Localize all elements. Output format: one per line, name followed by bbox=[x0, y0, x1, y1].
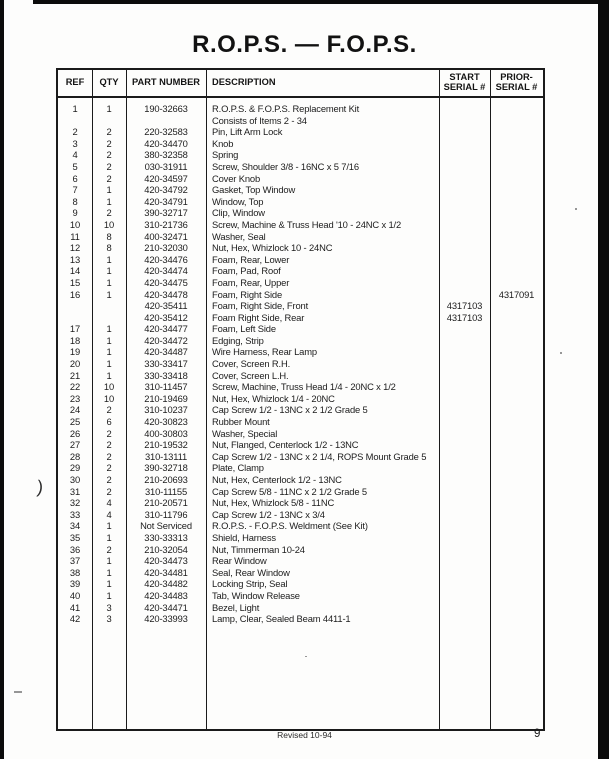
row-25-cell-desc: Nut, Hex, Whizlock 1/4 - 20NC bbox=[212, 392, 335, 404]
row-24-cell-ref: 22 bbox=[69, 381, 81, 393]
row-16-cell-start bbox=[439, 289, 490, 301]
row-8-cell-start bbox=[439, 196, 490, 208]
row-25-cell-prior bbox=[490, 393, 543, 405]
row-41-cell-desc: Locking Strip, Seal bbox=[212, 578, 288, 590]
row-1-cell-desc: Consists of Items 2 - 34 bbox=[212, 114, 307, 126]
row-7-cell-ref: 7 bbox=[72, 184, 78, 196]
row-9-cell-start bbox=[439, 207, 490, 219]
row-15-cell-prior bbox=[490, 277, 543, 289]
row-14-cell-start bbox=[439, 265, 490, 277]
row-1-cell-start bbox=[439, 115, 490, 127]
row-1-cell-ref bbox=[58, 115, 92, 127]
row-27-cell-ref: 25 bbox=[69, 416, 81, 428]
row-15-cell-part: 420-34475 bbox=[144, 276, 188, 288]
row-26-cell-qty: 2 bbox=[106, 404, 112, 416]
row-30-cell-part: 310-13111 bbox=[144, 450, 188, 462]
row-9-cell-prior bbox=[490, 207, 543, 219]
row-29-cell-qty: 2 bbox=[106, 439, 112, 451]
row-7-cell-start bbox=[439, 184, 490, 196]
row-28-cell-start bbox=[439, 428, 490, 440]
row-20-cell-start bbox=[439, 335, 490, 347]
row-21-cell-desc: Wire Harness, Rear Lamp bbox=[212, 346, 317, 358]
row-32-cell-start bbox=[439, 474, 490, 486]
row-34-cell-desc: Nut, Hex, Whizlock 5/8 - 11NC bbox=[212, 497, 335, 509]
row-2-cell-part: 220-32583 bbox=[144, 126, 188, 138]
table-header-row bbox=[58, 70, 543, 98]
scan-speck bbox=[560, 352, 562, 354]
row-2-cell-desc: Pin, Lift Arm Lock bbox=[212, 126, 283, 138]
row-12-cell-ref: 12 bbox=[69, 242, 81, 254]
row-13-cell-desc: Foam, Rear, Lower bbox=[212, 253, 290, 265]
row-38-cell-desc: Nut, Timmerman 10-24 bbox=[212, 543, 305, 555]
row-33-cell-prior bbox=[490, 486, 543, 498]
row-35-cell-qty: 4 bbox=[106, 508, 112, 520]
row-40-cell-ref: 38 bbox=[69, 566, 81, 578]
row-4-cell-start bbox=[439, 149, 490, 161]
row-9-cell-ref: 9 bbox=[72, 207, 78, 219]
row-4-cell-prior bbox=[490, 149, 543, 161]
row-0-cell-ref: 1 bbox=[72, 103, 78, 114]
row-19-cell-ref: 17 bbox=[69, 323, 81, 335]
row-11-cell-part: 400-32471 bbox=[144, 230, 188, 242]
row-29-cell-prior bbox=[490, 439, 543, 451]
row-3-cell-desc: Knob bbox=[212, 137, 234, 149]
row-23-cell-prior bbox=[490, 370, 543, 382]
row-19-cell-start bbox=[439, 323, 490, 335]
row-34-cell-part: 210-20571 bbox=[144, 497, 188, 509]
row-32-cell-part: 210-20693 bbox=[144, 474, 188, 485]
row-15-cell-desc: Foam, Rear, Upper bbox=[212, 276, 290, 288]
row-38-cell-start bbox=[439, 544, 490, 556]
row-41-cell-prior bbox=[490, 578, 543, 590]
row-29-cell-start bbox=[439, 439, 490, 451]
scan-edge-top-bar bbox=[33, 0, 609, 4]
row-28-cell-ref: 26 bbox=[69, 427, 81, 439]
row-37-cell-prior bbox=[490, 532, 543, 544]
row-43-cell-ref: 41 bbox=[69, 601, 81, 613]
row-3-cell-part: 420-34470 bbox=[144, 137, 188, 149]
row-43-cell-qty: 3 bbox=[106, 601, 112, 613]
row-12-cell-prior bbox=[490, 242, 543, 254]
row-20-cell-ref: 18 bbox=[69, 334, 81, 346]
row-0-cell-prior bbox=[490, 103, 543, 115]
row-24-cell-part: 310-11457 bbox=[144, 381, 188, 393]
row-12-cell-part: 210-32030 bbox=[144, 242, 188, 254]
row-42-cell-qty: 1 bbox=[106, 589, 112, 601]
row-10-cell-start bbox=[439, 219, 490, 231]
row-17-cell-prior bbox=[490, 300, 543, 312]
row-6-cell-part: 420-34597 bbox=[144, 172, 188, 184]
row-11-cell-prior bbox=[490, 231, 543, 243]
row-15-cell-start bbox=[439, 277, 490, 289]
row-36-cell-ref: 34 bbox=[69, 520, 81, 532]
row-16-cell-part: 420-34478 bbox=[144, 288, 188, 300]
row-3-cell-ref: 3 bbox=[72, 137, 78, 149]
column-header-qty: QTY bbox=[99, 77, 119, 88]
row-27-cell-desc: Rubber Mount bbox=[212, 416, 270, 428]
row-4-cell-desc: Spring bbox=[212, 149, 239, 161]
row-18-cell-qty bbox=[92, 312, 126, 324]
row-22-cell-prior bbox=[490, 358, 543, 370]
row-37-cell-desc: Shield, Harness bbox=[212, 531, 276, 543]
row-3-cell-qty: 2 bbox=[106, 137, 112, 149]
row-4-cell-part: 380-32358 bbox=[144, 149, 188, 161]
row-14-cell-ref: 14 bbox=[69, 265, 81, 277]
row-35-cell-ref: 33 bbox=[69, 508, 81, 520]
row-26-cell-desc: Cap Screw 1/2 - 13NC x 2 1/2 Grade 5 bbox=[212, 404, 368, 416]
row-29-cell-part: 210-19532 bbox=[144, 439, 188, 451]
row-31-cell-desc: Plate, Clamp bbox=[212, 462, 264, 474]
row-0-cell-qty: 1 bbox=[106, 103, 112, 114]
revision-note: Revised 10-94 bbox=[277, 730, 332, 740]
row-28-cell-prior bbox=[490, 428, 543, 440]
row-4-cell-ref: 4 bbox=[72, 149, 78, 161]
row-23-cell-part: 330-33418 bbox=[144, 369, 188, 381]
row-9-cell-qty: 2 bbox=[106, 207, 112, 219]
row-17-cell-start: 4317103 bbox=[446, 300, 483, 312]
row-18-cell-start: 4317103 bbox=[446, 311, 483, 323]
row-26-cell-prior bbox=[490, 404, 543, 416]
row-10-cell-desc: Screw, Machine & Truss Head '10 - 24NC x 1/2 bbox=[212, 218, 402, 230]
row-28-cell-desc: Washer, Special bbox=[212, 427, 278, 439]
row-38-cell-qty: 2 bbox=[106, 543, 112, 555]
row-42-cell-part: 420-34483 bbox=[144, 589, 188, 601]
row-8-cell-desc: Window, Top bbox=[212, 195, 264, 207]
row-39-cell-prior bbox=[490, 555, 543, 567]
row-13-cell-part: 420-34476 bbox=[144, 253, 188, 265]
row-11-cell-ref: 11 bbox=[70, 230, 80, 242]
row-0-cell-start bbox=[439, 103, 490, 115]
row-21-cell-prior bbox=[490, 346, 543, 358]
column-header-desc: DESCRIPTION bbox=[212, 77, 276, 88]
row-42-cell-ref: 40 bbox=[69, 589, 81, 601]
row-9-cell-part: 390-32717 bbox=[144, 207, 188, 219]
row-27-cell-part: 420-30823 bbox=[144, 416, 188, 428]
page-title: R.O.P.S. — F.O.P.S. bbox=[192, 31, 417, 58]
row-16-cell-qty: 1 bbox=[106, 288, 112, 300]
row-7-cell-part: 420-34792 bbox=[144, 184, 188, 196]
row-4-cell-qty: 2 bbox=[106, 149, 112, 161]
row-26-cell-ref: 24 bbox=[69, 404, 81, 416]
row-39-cell-qty: 1 bbox=[106, 555, 112, 567]
row-40-cell-part: 420-34481 bbox=[144, 566, 188, 578]
scan-edge-left-bar bbox=[0, 0, 4, 759]
scan-artifact-glyph: ) bbox=[36, 476, 45, 498]
row-38-cell-ref: 36 bbox=[69, 543, 81, 555]
row-30-cell-ref: 28 bbox=[69, 450, 81, 462]
row-12-cell-qty: 8 bbox=[106, 242, 112, 254]
row-43-cell-desc: Bezel, Light bbox=[212, 601, 260, 613]
row-42-cell-start bbox=[439, 590, 490, 602]
row-31-cell-start bbox=[439, 462, 490, 474]
row-1-cell-qty bbox=[92, 115, 126, 127]
row-28-cell-qty: 2 bbox=[106, 427, 112, 439]
row-13-cell-start bbox=[439, 254, 490, 266]
row-40-cell-prior bbox=[490, 567, 543, 579]
row-36-cell-desc: R.O.P.S. - F.O.P.S. Weldment (See Kit) bbox=[212, 520, 368, 532]
row-36-cell-part: Not Serviced bbox=[140, 520, 192, 532]
row-3-cell-start bbox=[439, 138, 490, 150]
row-30-cell-prior bbox=[490, 451, 543, 463]
row-8-cell-part: 420-34791 bbox=[144, 195, 188, 207]
row-11-cell-start bbox=[439, 231, 490, 243]
row-6-cell-start bbox=[439, 173, 490, 185]
row-19-cell-desc: Foam, Left Side bbox=[212, 323, 276, 335]
row-17-cell-ref bbox=[58, 300, 92, 312]
row-38-cell-prior bbox=[490, 544, 543, 556]
row-25-cell-ref: 23 bbox=[69, 392, 81, 404]
row-44-cell-part: 420-33993 bbox=[144, 613, 188, 625]
row-0-cell-part: 190-32663 bbox=[144, 103, 188, 114]
row-25-cell-qty: 10 bbox=[103, 392, 115, 404]
row-20-cell-prior bbox=[490, 335, 543, 347]
row-32-cell-prior bbox=[490, 474, 543, 486]
row-33-cell-qty: 2 bbox=[106, 485, 112, 497]
row-43-cell-start bbox=[439, 602, 490, 614]
row-20-cell-part: 420-34472 bbox=[144, 334, 188, 346]
row-34-cell-prior bbox=[490, 497, 543, 509]
row-21-cell-ref: 19 bbox=[69, 346, 81, 358]
row-31-cell-part: 390-32718 bbox=[144, 462, 188, 474]
row-42-cell-prior bbox=[490, 590, 543, 602]
row-13-cell-prior bbox=[490, 254, 543, 266]
row-27-cell-start bbox=[439, 416, 490, 428]
row-22-cell-ref: 20 bbox=[69, 358, 81, 370]
row-3-cell-prior bbox=[490, 138, 543, 150]
row-19-cell-part: 420-34477 bbox=[144, 323, 188, 335]
row-31-cell-qty: 2 bbox=[106, 462, 112, 474]
row-41-cell-qty: 1 bbox=[106, 578, 112, 590]
row-40-cell-qty: 1 bbox=[106, 566, 112, 578]
row-42-cell-desc: Tab, Window Release bbox=[212, 589, 300, 601]
row-35-cell-prior bbox=[490, 509, 543, 521]
row-8-cell-prior bbox=[490, 196, 543, 208]
row-29-cell-ref: 27 bbox=[69, 439, 81, 451]
row-16-cell-desc: Foam, Right Side bbox=[212, 288, 283, 300]
row-43-cell-prior bbox=[490, 602, 543, 614]
row-25-cell-start bbox=[439, 393, 490, 405]
column-header-part: PART NUMBER bbox=[131, 77, 200, 88]
column-header-ref: REF bbox=[65, 77, 85, 88]
row-13-cell-ref: 13 bbox=[69, 253, 81, 265]
row-36-cell-prior bbox=[490, 520, 543, 532]
scan-edge-right-bar bbox=[598, 0, 609, 759]
row-37-cell-part: 330-33313 bbox=[144, 531, 188, 543]
row-23-cell-qty: 1 bbox=[106, 369, 112, 381]
row-41-cell-start bbox=[439, 578, 490, 590]
row-13-cell-qty: 1 bbox=[106, 253, 112, 265]
row-12-cell-start bbox=[439, 242, 490, 254]
row-0-cell-desc: R.O.P.S. & F.O.P.S. Replacement Kit bbox=[212, 103, 360, 114]
row-27-cell-prior bbox=[490, 416, 543, 428]
row-31-cell-ref: 29 bbox=[69, 462, 81, 474]
row-26-cell-part: 310-10237 bbox=[144, 404, 188, 416]
row-6-cell-desc: Cover Knob bbox=[212, 172, 261, 184]
row-6-cell-ref: 6 bbox=[72, 172, 78, 184]
row-2-cell-start bbox=[439, 126, 490, 138]
row-28-cell-part: 400-30803 bbox=[144, 427, 188, 439]
row-25-cell-part: 210-19469 bbox=[144, 392, 188, 404]
column-header-start: START SERIAL # bbox=[443, 72, 486, 92]
row-10-cell-prior bbox=[490, 219, 543, 231]
row-15-cell-ref: 15 bbox=[69, 276, 81, 288]
scan-speck bbox=[575, 208, 577, 210]
row-33-cell-ref: 31 bbox=[69, 485, 81, 497]
row-15-cell-qty: 1 bbox=[106, 276, 112, 288]
row-23-cell-ref: 21 bbox=[69, 369, 81, 381]
row-39-cell-part: 420-34473 bbox=[144, 555, 188, 567]
row-37-cell-start bbox=[439, 532, 490, 544]
row-19-cell-qty: 1 bbox=[106, 323, 112, 335]
row-12-cell-desc: Nut, Hex, Whizlock 10 - 24NC bbox=[212, 242, 333, 254]
row-30-cell-desc: Cap Screw 1/2 - 13NC x 2 1/4, ROPS Mount Grade 5 bbox=[212, 450, 427, 462]
row-16-cell-ref: 16 bbox=[69, 288, 81, 300]
row-30-cell-qty: 2 bbox=[106, 450, 112, 462]
row-18-cell-ref bbox=[58, 312, 92, 324]
row-18-cell-prior bbox=[490, 312, 543, 324]
row-32-cell-qty: 2 bbox=[106, 474, 112, 485]
row-5-cell-start bbox=[439, 161, 490, 173]
row-18-cell-desc: Foam Right Side, Rear bbox=[212, 311, 305, 323]
row-9-cell-desc: Clip, Window bbox=[212, 207, 265, 219]
row-5-cell-ref: 5 bbox=[72, 160, 78, 172]
row-14-cell-part: 420-34474 bbox=[144, 265, 188, 277]
row-2-cell-ref: 2 bbox=[72, 126, 78, 138]
row-22-cell-start bbox=[439, 358, 490, 370]
scan-speck bbox=[14, 691, 22, 693]
row-44-cell-qty: 3 bbox=[106, 613, 112, 625]
row-40-cell-start bbox=[439, 567, 490, 579]
row-2-cell-qty: 2 bbox=[106, 126, 112, 138]
row-7-cell-prior bbox=[490, 184, 543, 196]
row-10-cell-part: 310-21736 bbox=[144, 218, 188, 230]
row-20-cell-qty: 1 bbox=[106, 334, 112, 346]
row-22-cell-qty: 1 bbox=[106, 358, 112, 370]
table-body bbox=[58, 98, 543, 729]
row-24-cell-prior bbox=[490, 381, 543, 393]
row-44-cell-prior bbox=[490, 613, 543, 625]
row-33-cell-start bbox=[439, 486, 490, 498]
row-17-cell-qty bbox=[92, 300, 126, 312]
row-24-cell-start bbox=[439, 381, 490, 393]
row-32-cell-ref: 30 bbox=[69, 474, 81, 485]
row-10-cell-ref: 10 bbox=[69, 218, 81, 230]
row-41-cell-part: 420-34482 bbox=[144, 578, 188, 590]
row-34-cell-start bbox=[439, 497, 490, 509]
row-27-cell-qty: 6 bbox=[106, 416, 112, 428]
row-39-cell-ref: 37 bbox=[69, 555, 81, 567]
row-34-cell-ref: 32 bbox=[69, 497, 81, 509]
row-35-cell-part: 310-11796 bbox=[144, 508, 188, 520]
row-35-cell-desc: Cap Screw 1/2 - 13NC x 3/4 bbox=[212, 508, 325, 520]
parts-table bbox=[56, 68, 545, 731]
row-14-cell-qty: 1 bbox=[106, 265, 112, 277]
row-7-cell-qty: 1 bbox=[106, 184, 112, 196]
row-20-cell-desc: Edging, Strip bbox=[212, 334, 264, 346]
row-43-cell-part: 420-34471 bbox=[144, 601, 188, 613]
row-1-cell-prior bbox=[490, 115, 543, 127]
row-34-cell-qty: 4 bbox=[106, 497, 112, 509]
row-39-cell-desc: Rear Window bbox=[212, 555, 267, 567]
row-37-cell-ref: 35 bbox=[69, 531, 81, 543]
row-16-cell-prior: 4317091 bbox=[498, 288, 535, 300]
row-21-cell-part: 420-34487 bbox=[144, 346, 188, 358]
row-36-cell-qty: 1 bbox=[106, 520, 112, 532]
row-6-cell-qty: 2 bbox=[106, 172, 112, 184]
row-36-cell-start bbox=[439, 520, 490, 532]
row-14-cell-desc: Foam, Pad, Roof bbox=[212, 265, 281, 277]
row-32-cell-desc: Nut, Hex, Centerlock 1/2 - 13NC bbox=[212, 474, 342, 485]
row-8-cell-qty: 1 bbox=[106, 195, 112, 207]
row-5-cell-prior bbox=[490, 161, 543, 173]
row-41-cell-ref: 39 bbox=[69, 578, 81, 590]
row-23-cell-desc: Cover, Screen L.H. bbox=[212, 369, 289, 381]
row-6-cell-prior bbox=[490, 173, 543, 185]
row-37-cell-qty: 1 bbox=[106, 531, 112, 543]
row-10-cell-qty: 10 bbox=[103, 218, 115, 230]
row-33-cell-desc: Cap Screw 5/8 - 11NC x 2 1/2 Grade 5 bbox=[212, 485, 367, 497]
row-21-cell-qty: 1 bbox=[106, 346, 112, 358]
row-5-cell-desc: Screw, Shoulder 3/8 - 16NC x 5 7/16 bbox=[212, 160, 359, 172]
row-5-cell-part: 030-31911 bbox=[144, 160, 188, 172]
row-24-cell-qty: 10 bbox=[103, 381, 115, 393]
row-40-cell-desc: Seal, Rear Window bbox=[212, 566, 290, 578]
row-30-cell-start bbox=[439, 451, 490, 463]
row-24-cell-desc: Screw, Machine, Truss Head 1/4 - 20NC x 1/2 bbox=[212, 381, 396, 393]
row-21-cell-start bbox=[439, 346, 490, 358]
row-2-cell-prior bbox=[490, 126, 543, 138]
row-14-cell-prior bbox=[490, 265, 543, 277]
row-33-cell-part: 310-11155 bbox=[144, 485, 188, 497]
row-39-cell-start bbox=[439, 555, 490, 567]
row-22-cell-desc: Cover, Screen R.H. bbox=[212, 358, 291, 370]
page-number: 9 bbox=[534, 728, 541, 740]
row-7-cell-desc: Gasket, Top Window bbox=[212, 184, 296, 196]
row-26-cell-start bbox=[439, 404, 490, 416]
row-44-cell-ref: 42 bbox=[69, 613, 81, 625]
row-29-cell-desc: Nut, Flanged, Centerlock 1/2 - 13NC bbox=[212, 439, 359, 451]
row-17-cell-part: 420-35411 bbox=[144, 300, 188, 312]
row-38-cell-part: 210-32054 bbox=[144, 543, 188, 555]
row-31-cell-prior bbox=[490, 462, 543, 474]
row-18-cell-part: 420-35412 bbox=[144, 311, 188, 323]
column-header-prior: PRIOR- SERIAL # bbox=[495, 72, 538, 92]
row-11-cell-desc: Washer, Seal bbox=[212, 230, 266, 242]
row-5-cell-qty: 2 bbox=[106, 160, 112, 172]
row-8-cell-ref: 8 bbox=[72, 195, 78, 207]
row-44-cell-start bbox=[439, 613, 490, 625]
row-19-cell-prior bbox=[490, 323, 543, 335]
row-35-cell-start bbox=[439, 509, 490, 521]
row-11-cell-qty: 8 bbox=[106, 230, 112, 242]
row-23-cell-start bbox=[439, 370, 490, 382]
row-22-cell-part: 330-33417 bbox=[144, 358, 188, 370]
row-44-cell-desc: Lamp, Clear, Sealed Beam 4411-1 bbox=[212, 613, 351, 625]
row-17-cell-desc: Foam, Right Side, Front bbox=[212, 300, 309, 312]
row-1-cell-part bbox=[126, 115, 206, 127]
